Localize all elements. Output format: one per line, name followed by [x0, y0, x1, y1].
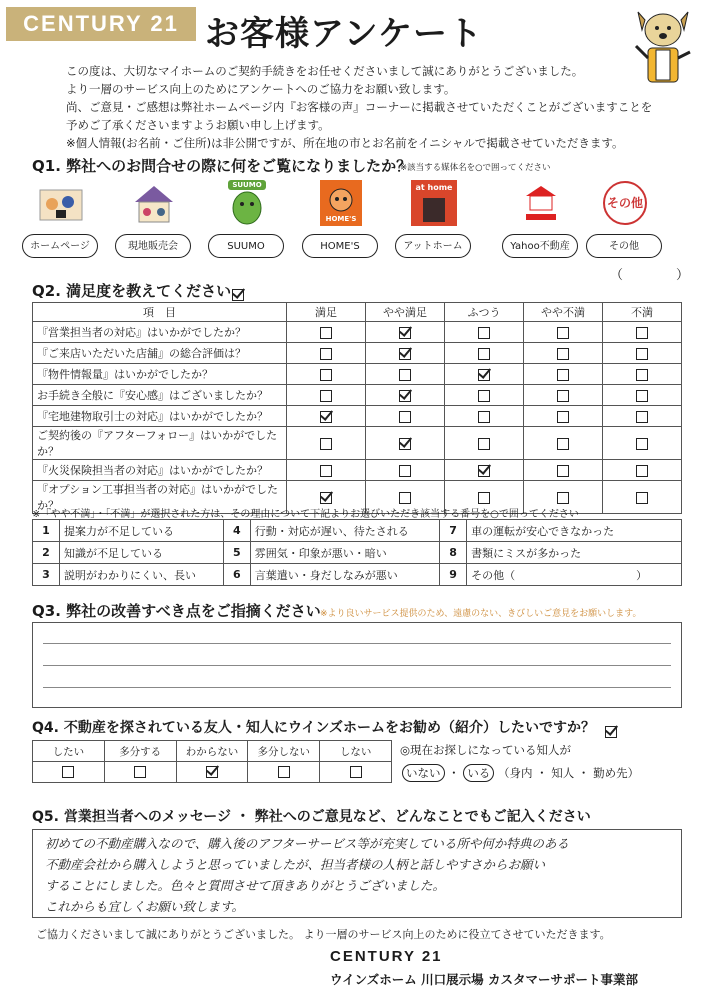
- recommend-checkbox[interactable]: [62, 766, 74, 778]
- reasons-table: [32, 519, 682, 586]
- rating-cell: [366, 343, 445, 364]
- rating-cell: [603, 322, 682, 343]
- rating-checkbox[interactable]: [399, 390, 411, 402]
- rating-cell: [524, 364, 603, 385]
- media-label: その他: [586, 234, 662, 258]
- rating-checkbox[interactable]: [557, 465, 569, 477]
- rating-checkbox[interactable]: [636, 327, 648, 339]
- rating-checkbox[interactable]: [320, 348, 332, 360]
- friend-exists-option[interactable]: いる: [463, 764, 494, 782]
- rating-cell: [287, 385, 366, 406]
- rating-cell: [287, 406, 366, 427]
- recommend-option-cell: [176, 762, 248, 783]
- rating-cell: [524, 385, 603, 406]
- rating-cell: [366, 427, 445, 460]
- rating-cell: [603, 406, 682, 427]
- rating-checkbox[interactable]: [478, 348, 490, 360]
- recommend-checkbox[interactable]: [134, 766, 146, 778]
- rating-checkbox[interactable]: [399, 327, 411, 339]
- rating-cell: [366, 385, 445, 406]
- media-label: 現地販売会: [115, 234, 191, 258]
- reason-text: 知識が不足している: [60, 542, 224, 564]
- media-label: アットホーム: [395, 234, 471, 258]
- q5-title: Q5. 営業担当者へのメッセージ ・ 弊社へのご意見など、どんなことでもご記入ください: [32, 809, 591, 825]
- q2-answered-checkbox: [232, 289, 244, 301]
- handwritten-line: これからも宜しくお願い致します。: [45, 899, 245, 914]
- satisfaction-item: 『オプション工事担当者の対応』はいかがでしたか？: [33, 481, 287, 514]
- column-header: 項 目: [33, 303, 287, 322]
- recommend-option-cell: [33, 762, 105, 783]
- friend-none-option[interactable]: いない: [402, 764, 445, 782]
- satisfaction-row: [33, 460, 682, 481]
- satisfaction-row: [33, 385, 682, 406]
- rating-checkbox[interactable]: [478, 492, 490, 504]
- rating-checkbox[interactable]: [557, 390, 569, 402]
- rating-cell: [445, 364, 524, 385]
- rating-cell: [366, 460, 445, 481]
- friend-label: ◎現在お探しになっている知人が: [400, 743, 572, 757]
- rating-cell: [524, 343, 603, 364]
- rating-checkbox[interactable]: [478, 390, 490, 402]
- q1-title: Q1. 弊社へのお問合せの際に何をご覧になりましたか？: [32, 157, 412, 175]
- rating-cell: [445, 406, 524, 427]
- handwritten-line: 初めての不動産購入なので、購入後のアフターサービス等が充実している所や何か特典のある: [45, 836, 569, 851]
- satisfaction-item: 『宅地建物取引士の対応』はいかがでしたか？: [33, 406, 287, 427]
- media-open-house[interactable]: [113, 178, 193, 268]
- satisfaction-row: [33, 343, 682, 364]
- q5-answer-box[interactable]: [32, 829, 682, 918]
- rating-checkbox[interactable]: [320, 438, 332, 450]
- rating-checkbox[interactable]: [320, 492, 332, 504]
- separator: ・: [448, 766, 460, 780]
- recommend-option-cell: [104, 762, 176, 783]
- satisfaction-item: ご契約後の『アフターフォロー』はいかがでしたか？: [33, 427, 287, 460]
- reason-text: 雰囲気・印象が悪い・暗い: [250, 542, 439, 564]
- other-logo-text: その他: [606, 196, 643, 210]
- media-label: Yahoo不動産: [502, 234, 578, 258]
- rating-cell: [287, 364, 366, 385]
- mascot-dog-icon: [632, 8, 694, 88]
- q4-title: Q4. 不動産を探されている友人・知人にウインズホームをお勧め（紹介）したいですか？: [32, 720, 595, 736]
- friend-answer: [402, 764, 639, 782]
- intro-line: この度は、大切なマイホームのご契約手続きをお任せくださいまして誠にありがとうございました。: [66, 64, 584, 78]
- footer-thanks: ご協力くださいまして誠にありがとうございました。 より一層のサービス向上のために役立てさせていただきます。: [36, 928, 611, 941]
- rating-checkbox[interactable]: [636, 411, 648, 423]
- ruled-line: [43, 687, 671, 688]
- rating-checkbox[interactable]: [478, 411, 490, 423]
- recommend-table: [32, 740, 392, 783]
- rating-checkbox[interactable]: [320, 411, 332, 423]
- recommend-option-label: したい: [33, 741, 105, 762]
- rating-checkbox[interactable]: [478, 438, 490, 450]
- rating-cell: [603, 385, 682, 406]
- satisfaction-row: [33, 406, 682, 427]
- rating-checkbox[interactable]: [399, 369, 411, 381]
- rating-cell: [366, 406, 445, 427]
- media-yahoo[interactable]: [500, 178, 580, 268]
- intro-text: [66, 62, 653, 152]
- footer-store: ウインズホーム 川口展示場 カスタマーサポート事業部: [330, 972, 638, 987]
- rating-checkbox[interactable]: [636, 492, 648, 504]
- rating-checkbox[interactable]: [636, 369, 648, 381]
- rating-checkbox[interactable]: [636, 348, 648, 360]
- rating-checkbox[interactable]: [478, 465, 490, 477]
- house-icon: [129, 180, 179, 226]
- rating-checkbox[interactable]: [320, 465, 332, 477]
- satisfaction-row: [33, 427, 682, 460]
- rating-checkbox[interactable]: [636, 465, 648, 477]
- athome-logo-text: at home: [415, 183, 453, 192]
- satisfaction-item: 『火災保険担当者の対応』はいかがでしたか？: [33, 460, 287, 481]
- reason-text: 行動・対応が遅い、待たされる: [250, 520, 439, 542]
- intro-line: 予めご了承くださいますようお願い申し上げます。: [66, 118, 330, 132]
- rating-cell: [287, 427, 366, 460]
- rating-cell: [366, 364, 445, 385]
- intro-line: ※個人情報(お名前・ご住所)は非公開ですが、所在地の市とお名前をイニシャルで掲載させていただきます。: [66, 136, 624, 150]
- reason-number[interactable]: 5: [223, 542, 250, 564]
- reason-row: [33, 564, 682, 586]
- rating-cell: [445, 343, 524, 364]
- rating-checkbox[interactable]: [399, 465, 411, 477]
- media-label: SUUMO: [208, 234, 284, 258]
- rating-cell: [287, 322, 366, 343]
- rating-checkbox[interactable]: [399, 438, 411, 450]
- rating-cell: [287, 460, 366, 481]
- reason-number[interactable]: 9: [440, 564, 467, 586]
- column-header: ふつう: [445, 303, 524, 322]
- media-homes[interactable]: [300, 178, 380, 268]
- media-homepage[interactable]: [20, 178, 100, 268]
- rating-cell: [603, 343, 682, 364]
- recommend-option-cell: [320, 762, 392, 783]
- rating-cell: [287, 343, 366, 364]
- reason-number[interactable]: 4: [223, 520, 250, 542]
- homes-logo-text: HOME'S: [325, 215, 357, 223]
- friend-relation: （身内 ・ 知人 ・ 勤め先）: [497, 766, 640, 780]
- rating-cell: [524, 427, 603, 460]
- rating-cell: [366, 322, 445, 343]
- column-header: やや満足: [366, 303, 445, 322]
- reason-text: 言葉遣い・身だしなみが悪い: [250, 564, 439, 586]
- rating-checkbox[interactable]: [636, 390, 648, 402]
- homepage-icon: [36, 180, 86, 226]
- rating-checkbox[interactable]: [557, 492, 569, 504]
- rating-cell: [524, 406, 603, 427]
- handwritten-line: 不動産会社から購入しようと思っていましたが、担当者様の人柄と話しやすさからお願い: [45, 857, 546, 872]
- intro-line: 尚、ご意見・ご感想は弊社ホームページ内『お客様の声』コーナーに掲載させていただくことがございますことを: [66, 100, 653, 114]
- rating-cell: [524, 460, 603, 481]
- reason-row: [33, 520, 682, 542]
- rating-checkbox[interactable]: [478, 369, 490, 381]
- rating-checkbox[interactable]: [557, 411, 569, 423]
- rating-cell: [603, 460, 682, 481]
- recommend-option-label: 多分しない: [248, 741, 320, 762]
- q1-note: ※該当する媒体名を○で囲ってください: [400, 163, 551, 173]
- century21-logo: CENTURY 21: [6, 7, 196, 41]
- media-label: HOME'S: [302, 234, 378, 258]
- intro-line: より一層のサービス向上のためにアンケートへのご協力をお願い致します。: [66, 82, 456, 96]
- reason-number[interactable]: 8: [440, 542, 467, 564]
- rating-checkbox[interactable]: [399, 492, 411, 504]
- satisfaction-item: 『営業担当者の対応』はいかがでしたか？: [33, 322, 287, 343]
- q2-title: Q2. 満足度を教えてください: [32, 282, 232, 300]
- other-paren-open: （: [610, 268, 624, 283]
- rating-cell: [524, 322, 603, 343]
- reason-row: [33, 542, 682, 564]
- recommend-checkbox[interactable]: [278, 766, 290, 778]
- rating-cell: [603, 364, 682, 385]
- column-header: やや不満: [524, 303, 603, 322]
- rating-checkbox[interactable]: [557, 438, 569, 450]
- q3-answer-box[interactable]: [32, 622, 682, 708]
- rating-checkbox[interactable]: [478, 327, 490, 339]
- reason-text: 書類にミスが多かった: [467, 542, 682, 564]
- satisfaction-row: [33, 322, 682, 343]
- rating-checkbox[interactable]: [557, 348, 569, 360]
- reason-text: 車の運転が安心できなかった: [467, 520, 682, 542]
- yahoo-icon: [516, 180, 566, 226]
- reason-text: その他（ ）: [467, 564, 682, 586]
- q4-answered-checkbox: [605, 726, 617, 738]
- column-header: 不満: [603, 303, 682, 322]
- media-label: ホームページ: [22, 234, 98, 258]
- rating-checkbox[interactable]: [320, 369, 332, 381]
- reason-text: 説明がわかりにくい、長い: [60, 564, 224, 586]
- rating-cell: [445, 460, 524, 481]
- reason-text: 提案力が不足している: [60, 520, 224, 542]
- recommend-checkbox[interactable]: [350, 766, 362, 778]
- reason-number[interactable]: 6: [223, 564, 250, 586]
- reason-number[interactable]: 1: [33, 520, 60, 542]
- rating-checkbox[interactable]: [399, 411, 411, 423]
- satisfaction-item: 『ご来店いただいた店舗』の総合評価は？: [33, 343, 287, 364]
- other-paren-close: ）: [676, 268, 690, 283]
- recommend-checkbox[interactable]: [206, 766, 218, 778]
- reason-number[interactable]: 7: [440, 520, 467, 542]
- satisfaction-item: お手続き全般に『安心感』はございましたか？: [33, 385, 287, 406]
- rating-checkbox[interactable]: [399, 348, 411, 360]
- recommend-option-label: 多分する: [104, 741, 176, 762]
- page-title: お客様アンケート: [205, 14, 483, 54]
- rating-checkbox[interactable]: [557, 327, 569, 339]
- handwritten-line: することにしました。色々と質問させて頂きありがとうございました。: [45, 878, 446, 893]
- reasons-note: ※「やや不満」・「不満」が選択された方は、その理由について下記よりお選びいただき該当する番号を○で囲ってください: [32, 509, 579, 520]
- reason-number[interactable]: 2: [33, 542, 60, 564]
- rating-checkbox[interactable]: [636, 438, 648, 450]
- rating-cell: [445, 322, 524, 343]
- suumo-logo-text: SUUMO: [232, 181, 262, 189]
- reason-number[interactable]: 3: [33, 564, 60, 586]
- rating-checkbox[interactable]: [320, 390, 332, 402]
- rating-cell: [603, 427, 682, 460]
- recommend-option-cell: [248, 762, 320, 783]
- media-athome[interactable]: [393, 178, 473, 268]
- satisfaction-table: [32, 302, 682, 514]
- column-header: 満足: [287, 303, 366, 322]
- media-suumo[interactable]: [206, 178, 286, 268]
- rating-checkbox[interactable]: [320, 327, 332, 339]
- footer-brand: CENTURY 21: [330, 948, 443, 965]
- recommend-option-label: わからない: [176, 741, 248, 762]
- rating-checkbox[interactable]: [557, 369, 569, 381]
- q3-note: ※より良いサービス提供のため、遠慮のない、きびしいご意見をお願いします。: [320, 609, 642, 619]
- satisfaction-item: 『物件情報量』はいかがでしたか？: [33, 364, 287, 385]
- satisfaction-row: [33, 364, 682, 385]
- rating-cell: [445, 385, 524, 406]
- rating-cell: [445, 427, 524, 460]
- ruled-line: [43, 643, 671, 644]
- media-other[interactable]: [584, 178, 664, 268]
- q3-title: Q3. 弊社の改善すべき点をご指摘ください: [32, 602, 321, 620]
- ruled-line: [43, 665, 671, 666]
- recommend-option-label: しない: [320, 741, 392, 762]
- rating-cell: [603, 481, 682, 514]
